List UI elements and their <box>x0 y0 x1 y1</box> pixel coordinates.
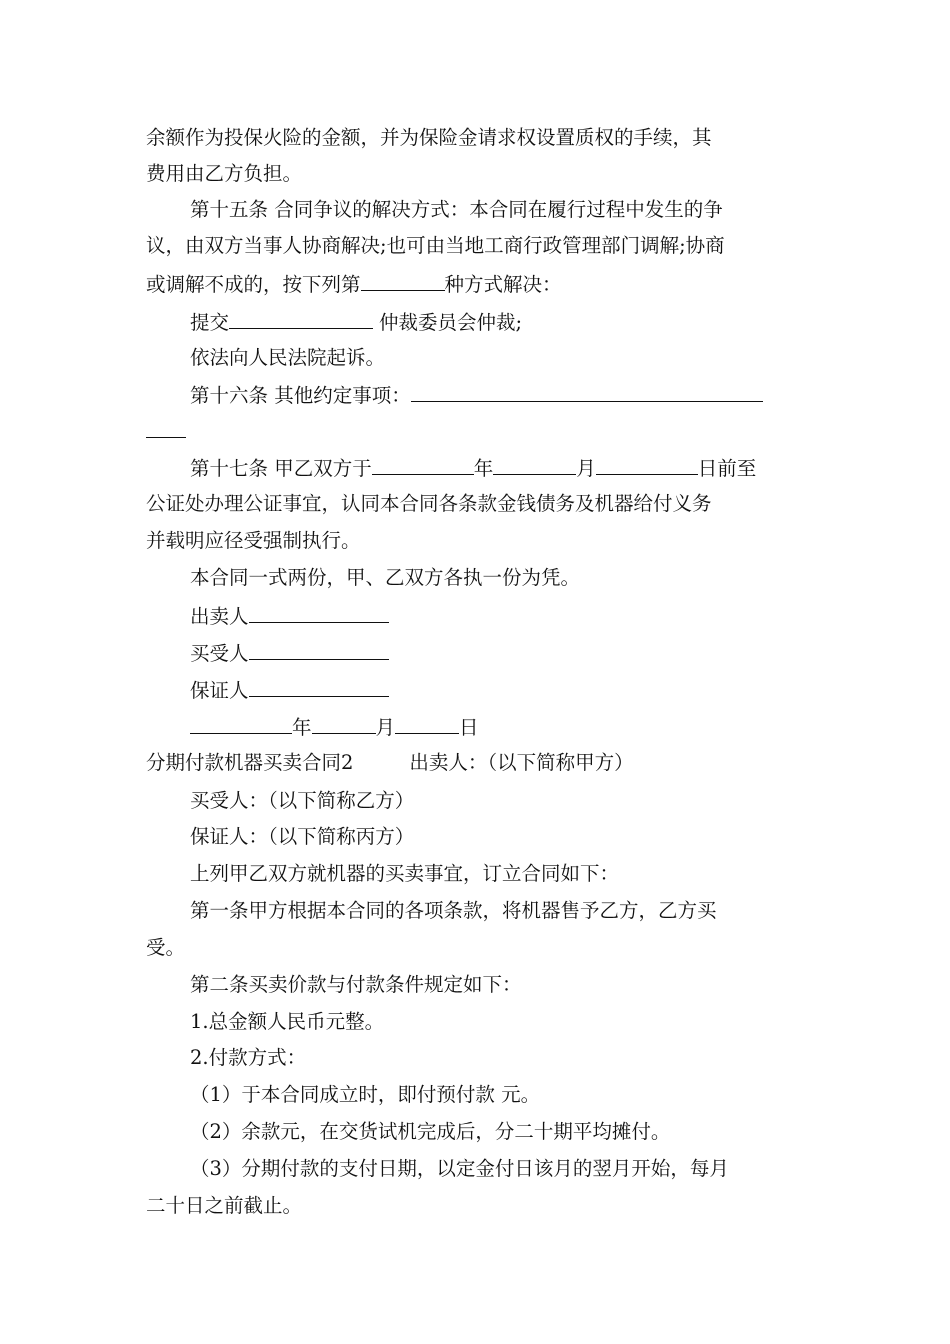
paragraph-line: 议，由双方当事人协商解决;也可由当地工商行政管理部门调解;协商 <box>146 234 725 257</box>
text-segment: 月 <box>375 716 396 739</box>
blank-underline <box>312 713 376 734</box>
paragraph-line: 受。 <box>146 936 186 959</box>
text-segment: 月 <box>576 457 596 480</box>
paragraph-line: 二十日之前截止。 <box>146 1194 303 1217</box>
blank-underline <box>596 454 698 475</box>
text-segment: 种方式解决： <box>444 273 562 296</box>
text-segment: 第十七条 甲乙双方于 <box>190 457 372 480</box>
text-segment: 日前至 <box>697 457 757 480</box>
paragraph-line: 第二条买卖价款与付款条件规定如下： <box>190 973 522 996</box>
paragraph-line: 费用由乙方负担。 <box>146 162 303 185</box>
contract-title: 分期付款机器买卖合同2 <box>146 751 354 774</box>
paragraph-line <box>146 270 562 298</box>
blank-underline <box>146 417 186 438</box>
paragraph-line: （3）分期付款的支付日期，以定金付日该月的翌月开始，每月 <box>190 1157 729 1180</box>
blank-underline <box>395 713 459 734</box>
clause-17-line <box>190 454 756 482</box>
text-segment: 出卖人 <box>190 605 249 628</box>
blank-underline <box>249 676 389 697</box>
text-segment: 或调解不成的，按下列第 <box>146 273 361 296</box>
clause-16-line <box>190 381 763 409</box>
blank-underline <box>249 639 389 660</box>
seller-signature-line <box>190 602 389 630</box>
blank-underline <box>229 308 373 329</box>
paragraph-line: 余额作为投保火险的金额，并为保险金请求权设置质权的手续，其 <box>146 126 712 149</box>
text-segment: 日 <box>459 716 479 739</box>
guarantor-signature-line <box>190 676 389 704</box>
text-segment: 仲裁委员会仲裁; <box>379 311 523 334</box>
clause-15-line: 第十五条 合同争议的解决方式：本合同在履行过程中发生的争 <box>190 198 723 221</box>
paragraph-line: 1.总金额人民币元整。 <box>190 1010 385 1033</box>
paragraph-line: 买受人：（以下简称乙方） <box>190 789 415 812</box>
paragraph-line: 本合同一式两份，甲、乙双方各执一份为凭。 <box>190 566 581 589</box>
paragraph-line <box>146 417 186 445</box>
paragraph-line: （2）余款元，在交货试机完成后，分二十期平均摊付。 <box>190 1120 671 1143</box>
blank-underline <box>372 454 474 475</box>
blank-underline <box>361 270 445 291</box>
text-segment: 买受人 <box>190 642 249 665</box>
paragraph-line: 公证处办理公证事宜，认同本合同各条款金钱债务及机器给付义务 <box>146 492 712 515</box>
paragraph-line: 保证人：（以下简称丙方） <box>190 825 415 848</box>
paragraph-line <box>190 308 522 336</box>
date-line <box>190 713 479 741</box>
text-segment: 第十六条 其他约定事项： <box>190 384 411 407</box>
paragraph-line: 第一条甲方根据本合同的各项条款，将机器售予乙方，乙方买 <box>190 899 717 922</box>
blank-underline <box>190 713 292 734</box>
paragraph-line: 2.付款方式： <box>190 1046 307 1069</box>
paragraph-line: 并载明应径受强制执行。 <box>146 529 361 552</box>
blank-underline <box>249 602 389 623</box>
text-segment: 年 <box>292 716 312 739</box>
paragraph-line: 依法向人民法院起诉。 <box>190 346 386 369</box>
paragraph-line: （1）于本合同成立时，即付预付款 元。 <box>190 1083 541 1106</box>
buyer-signature-line <box>190 639 389 667</box>
text-segment: 保证人 <box>190 679 249 702</box>
text-segment: 提交 <box>190 311 230 334</box>
paragraph-line: 上列甲乙双方就机器的买卖事宜，订立合同如下： <box>190 862 620 885</box>
blank-underline <box>493 454 576 475</box>
text-segment: 出卖人：（以下简称甲方） <box>409 751 634 774</box>
blank-underline <box>411 381 763 402</box>
contract-2-heading <box>146 750 634 776</box>
text-segment: 年 <box>473 457 494 480</box>
